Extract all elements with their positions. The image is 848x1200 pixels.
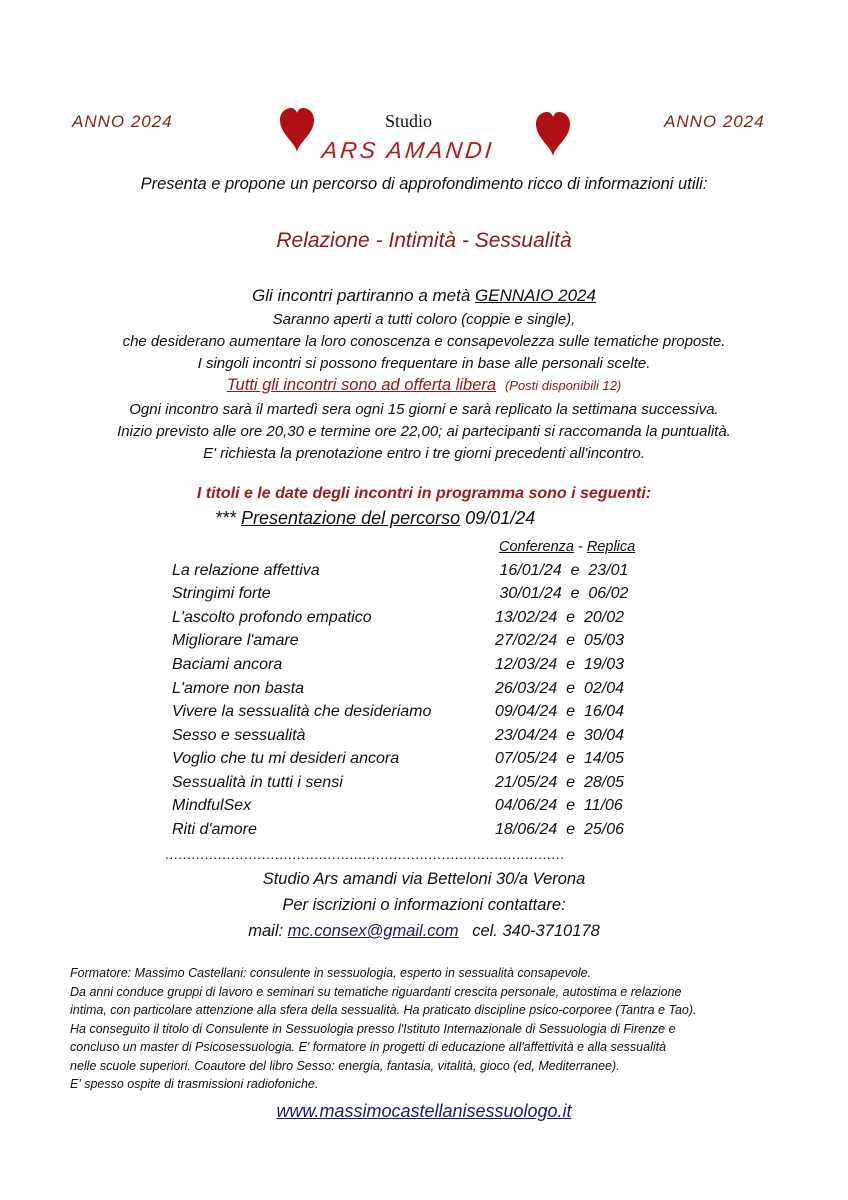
session-row	[172, 632, 652, 655]
year-right: ANNO 2024	[664, 112, 765, 131]
session-row	[172, 656, 652, 679]
info-line-6: E' richiesta la prenotazione entro i tre giorni precedenti all'incontro.	[203, 445, 645, 462]
session-dates: 26/03/24 e 02/04	[495, 680, 624, 697]
intro-text: Presenta e propone un percorso di approfondimento ricco di informazioni utili:	[140, 175, 708, 193]
brand-name: ARS AMANDI	[320, 137, 496, 163]
subtitle: Relazione - Intimità - Sessualità	[276, 229, 572, 252]
session-title: L'amore non basta	[172, 680, 305, 697]
heart-icon-left	[278, 106, 316, 154]
year-left: ANNO 2024	[72, 112, 173, 131]
session-title: MindfulSex	[172, 797, 252, 814]
bio-line: Formatore: Massimo Castellani: consulente in sessuologia, esperto in sessualità consapevole.	[70, 966, 592, 980]
dotted-divider: ...........................................................................................	[165, 846, 565, 862]
bio-line: Ha conseguito il titolo di Consulente in Sessuologia presso l'Istituto Internazionale di Sessuologia di Firenze e	[70, 1021, 676, 1036]
session-row	[172, 562, 652, 585]
website-row	[0, 1101, 848, 1122]
session-title: Migliorare l'amare	[172, 632, 299, 649]
session-title: Sessualità in tutti i sensi	[172, 774, 343, 791]
session-title: Baciami ancora	[172, 656, 283, 673]
session-dates: 16/01/24 e 23/01	[495, 562, 629, 579]
session-row	[172, 680, 652, 703]
offer-text: Tutti gli incontri sono ad offerta libera	[226, 376, 497, 394]
session-dates: 04/06/24 e 11/06	[495, 797, 623, 814]
session-title: La relazione affettiva	[172, 562, 320, 579]
session-row	[172, 797, 652, 820]
session-dates: 12/03/24 e 19/03	[495, 656, 624, 673]
info-line-4: Ogni incontro sarà il martedì sera ogni 15 giorni e sarà replicato la settimana successiva.	[129, 401, 719, 418]
session-title: Riti d'amore	[172, 821, 257, 838]
presentation-label: Presentazione del percorso	[241, 508, 461, 528]
session-title: Sesso e sessualità	[172, 727, 306, 744]
session-row	[172, 727, 652, 750]
bio-line: nelle scuole superiori. Coautore del libro Sesso: energia, fantasia, vitalità, gioco (ed, Mediterranee).	[70, 1058, 620, 1073]
bio-line: intima, con particolare attenzione alla sfera della sessualità. Ha praticato discipline psico-corporee (Tantra e Tao).	[70, 1003, 697, 1017]
session-dates: 09/04/24 e 16/04	[495, 703, 624, 720]
studio-label: Studio	[385, 111, 433, 131]
offer-line	[0, 376, 848, 395]
session-dates: 18/06/24 e 25/06	[495, 821, 624, 838]
session-row	[172, 821, 652, 844]
session-title: Stringimi forte	[172, 585, 271, 602]
session-row	[172, 703, 652, 726]
bio-line: concluso un master di Psicosessuologia. E' formatore in progetti di educazione all'affettività e alla sessualità	[70, 1040, 667, 1054]
bio-line: Da anni conduce gruppi di lavoro e seminari su tematiche riguardanti crescita personale, autostima e relazione	[70, 984, 682, 999]
bio	[70, 964, 790, 1094]
col-sep: -	[573, 539, 587, 555]
start-prefix: Gli incontri partiranno a metà	[252, 286, 476, 305]
session-dates: 23/04/24 e 30/04	[495, 727, 624, 744]
info-line-5: Inizio previsto alle ore 20,30 e termine ore 22,00; ai partecipanti si raccomanda la puntualità.	[117, 423, 731, 440]
session-title: Vivere la sessualità che desideriamo	[172, 703, 432, 720]
column-headers	[499, 539, 635, 555]
presentation-prefix: ***	[215, 508, 242, 528]
website-link[interactable]: www.massimocastellanisessuologo.it	[276, 1101, 572, 1121]
program-heading: I titoli e le date degli incontri in programma sono i seguenti:	[196, 485, 652, 502]
email-link[interactable]: mc.consex@gmail.com	[287, 922, 459, 940]
mail-label: mail:	[248, 922, 288, 940]
session-dates: 07/05/24 e 14/05	[495, 750, 624, 767]
session-dates: 21/05/24 e 28/05	[495, 774, 624, 791]
session-dates: 30/01/24 e 06/02	[495, 585, 629, 602]
contact-line	[0, 922, 848, 941]
start-info	[0, 286, 848, 306]
col-replica: Replica	[586, 539, 636, 555]
contact-cta: Per iscrizioni o informazioni contattare:	[282, 896, 566, 914]
info-line-2: che desiderano aumentare la loro conoscenza e consapevolezza sulle tematiche proposte.	[122, 333, 726, 350]
heart-icon-right	[534, 110, 572, 158]
seats-text: (Posti disponibili 12)	[504, 378, 622, 393]
info-line-1: Saranno aperti a tutti coloro (coppie e single),	[272, 311, 576, 328]
bio-line: E' spesso ospite di trasmissioni radiofoniche.	[70, 1077, 319, 1091]
address: Studio Ars amandi via Betteloni 30/a Verona	[262, 870, 586, 888]
session-row	[172, 609, 652, 632]
presentation-date: 09/01/24	[460, 508, 536, 528]
phone: cel. 340-3710178	[472, 922, 600, 940]
col-conference: Conferenza	[499, 539, 574, 555]
info-line-3: I singoli incontri si possono frequentare in base alle personali scelte.	[197, 355, 651, 372]
session-row	[172, 774, 652, 797]
session-row	[172, 585, 652, 608]
presentation-line	[215, 508, 535, 529]
session-title: L'ascolto profondo empatico	[172, 609, 372, 626]
session-row	[172, 750, 652, 773]
start-month: GENNAIO 2024	[475, 286, 596, 305]
session-dates: 13/02/24 e 20/02	[495, 609, 624, 626]
session-title: Voglio che tu mi desideri ancora	[172, 750, 400, 767]
session-dates: 27/02/24 e 05/03	[495, 632, 624, 649]
